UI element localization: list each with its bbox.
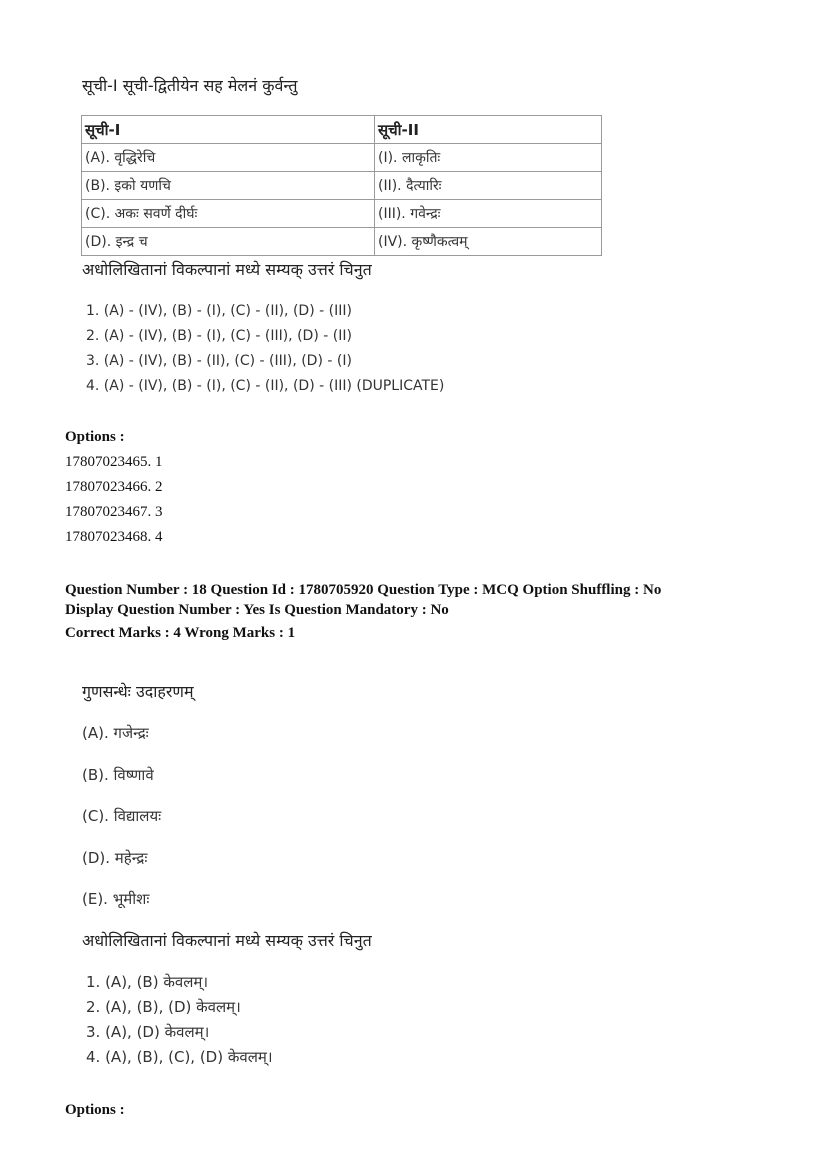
choice-item: 4. (A), (B), (C), (D) केवलम्। — [86, 1048, 273, 1066]
choice-item: 3. (A), (D) केवलम्। — [86, 1023, 210, 1041]
option-line: 17807023465. 1 — [65, 454, 163, 470]
statement-item: (D). महेन्द्रः — [82, 849, 148, 867]
question-instruction: अधोलिखितानां विकल्पानां मध्ये सम्यक् उत्तरं चिनुत — [82, 931, 372, 950]
question-prompt: गुणसन्धेः उदाहरणम् — [82, 682, 194, 701]
table-header-cell: सूची-II — [375, 116, 602, 144]
table-cell: (I). लाकृतिः — [375, 144, 602, 172]
options-title: Options : — [65, 1102, 125, 1118]
table-header-row — [82, 116, 602, 144]
question-meta-line: Display Question Number : Yes Is Question Mandatory : No — [65, 602, 449, 618]
table-cell: (B). इको यणचि — [82, 172, 375, 200]
choice-item: 1. (A) - (IV), (B) - (I), (C) - (II), (D) - (III) — [86, 303, 352, 319]
option-line: 17807023468. 4 — [65, 529, 163, 545]
choice-item: 1. (A), (B) केवलम्। — [86, 973, 209, 991]
match-table — [81, 115, 602, 256]
question-instruction: अधोलिखितानां विकल्पानां मध्ये सम्यक् उत्तरं चिनुत — [82, 260, 372, 279]
table-row — [82, 228, 602, 256]
option-line: 17807023466. 2 — [65, 479, 163, 495]
table-cell: (III). गवेन्द्रः — [375, 200, 602, 228]
table-header-cell: सूची-I — [82, 116, 375, 144]
table-cell: (A). वृद्धिरेचि — [82, 144, 375, 172]
question-meta — [65, 580, 661, 643]
marks-line: Correct Marks : 4 Wrong Marks : 1 — [65, 625, 296, 641]
statement-item: (A). गजेन्द्रः — [82, 724, 149, 742]
question-prompt: सूची-I सूची-द्वितीयेन सह मेलनं कुर्वन्तु — [82, 76, 298, 95]
choice-list — [86, 970, 273, 1070]
choice-item: 2. (A) - (IV), (B) - (I), (C) - (III), (D) - (II) — [86, 328, 352, 344]
statement-item: (C). विद्यालयः — [82, 807, 162, 825]
table-cell: (C). अकः सवर्णे दीर्घः — [82, 200, 375, 228]
options-title: Options : — [65, 429, 125, 445]
choice-item: 4. (A) - (IV), (B) - (I), (C) - (II), (D) - (III) (DUPLICATE) — [86, 378, 445, 394]
table-cell: (II). दैत्यारिः — [375, 172, 602, 200]
option-line: 17807023467. 3 — [65, 504, 163, 520]
table-cell: (IV). कृष्णैकत्वम् — [375, 228, 602, 256]
statement-item: (B). विष्णावे — [82, 766, 154, 784]
statement-item: (E). भूमीशः — [82, 890, 150, 908]
table-row — [82, 200, 602, 228]
table-row — [82, 144, 602, 172]
choice-item: 3. (A) - (IV), (B) - (II), (C) - (III), (D) - (I) — [86, 353, 352, 369]
table-row — [82, 172, 602, 200]
table-cell: (D). इन्द्र च — [82, 228, 375, 256]
choice-item: 2. (A), (B), (D) केवलम्। — [86, 998, 241, 1016]
question-meta-line: Question Number : 18 Question Id : 1780705920 Question Type : MCQ Option Shuffling : No — [65, 582, 662, 598]
choice-list — [86, 299, 444, 399]
